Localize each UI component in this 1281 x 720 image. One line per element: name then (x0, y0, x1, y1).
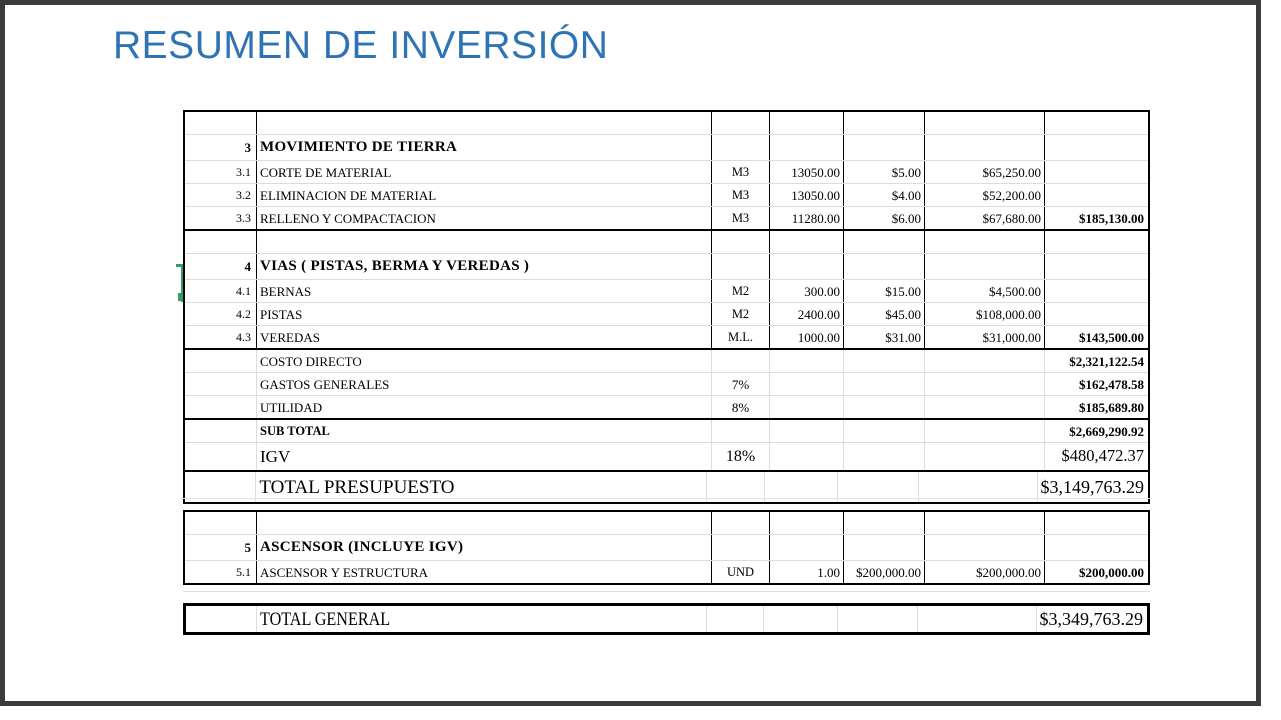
table-row (185, 326, 1148, 350)
cell-item_no (185, 350, 257, 372)
cell-unit_price (844, 420, 925, 442)
cell-unit (707, 606, 764, 632)
cell-description: PISTAS (257, 303, 712, 325)
cell-partial (925, 443, 1045, 470)
cell-quantity (770, 254, 844, 279)
budget-table-main (183, 110, 1150, 504)
cell-item_no (186, 606, 257, 632)
cell-unit_price (844, 112, 925, 134)
cell-quantity (770, 512, 844, 534)
cell-total: $200,000.00 (1079, 564, 1144, 580)
cell-description: ASCENSOR (INCLUYE IGV) (257, 535, 712, 560)
table-row (185, 373, 1148, 396)
table-row (186, 606, 1147, 632)
table-row (185, 184, 1148, 207)
cell-description (257, 512, 712, 534)
table-row (185, 443, 1148, 472)
cell-description: UTILIDAD (257, 396, 712, 418)
cell-partial (925, 135, 1045, 160)
cell-partial (925, 112, 1045, 134)
cell-unit (712, 420, 770, 442)
cell-unit: M2 (712, 280, 770, 302)
cell-quantity (770, 350, 844, 372)
budget-table-ascensor (183, 510, 1150, 585)
cell-partial (925, 420, 1045, 442)
cell-item_no: 3.2 (185, 184, 257, 206)
cell-quantity (770, 443, 844, 470)
cell-item_no (185, 373, 257, 395)
cell-unit (712, 231, 770, 253)
cell-item_no (185, 231, 257, 253)
table-row (185, 207, 1148, 231)
table-row (185, 561, 1148, 583)
cell-total (1045, 254, 1148, 279)
cell-unit (712, 350, 770, 372)
cell-unit_price (838, 606, 918, 632)
table-row (185, 303, 1148, 326)
cell-partial: $31,000.00 (925, 326, 1045, 348)
cell-quantity (770, 420, 844, 442)
cell-partial (925, 396, 1045, 418)
cell-unit: 18% (712, 443, 770, 470)
cell-item_no: 5.1 (185, 561, 257, 583)
cell-partial: $4,500.00 (925, 280, 1045, 302)
table-row (185, 535, 1148, 561)
cell-description: TOTAL GENERAL (257, 606, 707, 632)
cell-partial (925, 512, 1045, 534)
table-row (185, 420, 1148, 443)
cell-total: $3,349,763.29 (1039, 609, 1143, 629)
cell-partial (925, 373, 1045, 395)
table-row (185, 231, 1148, 254)
cell-item_no (185, 512, 257, 534)
cell-description: SUB TOTAL (257, 420, 712, 442)
cell-description (257, 231, 712, 253)
cell-total: $185,689.80 (1079, 399, 1144, 415)
cell-total: $480,472.37 (1061, 446, 1144, 466)
cell-description: MOVIMIENTO DE TIERRA (257, 135, 712, 160)
table-row (185, 161, 1148, 184)
cell-total: $185,130.00 (1079, 210, 1144, 226)
cell-quantity: 13050.00 (770, 161, 844, 183)
cell-total: $3,149,763.29 (1040, 477, 1144, 497)
cell-quantity (770, 135, 844, 160)
cell-description: BERNAS (257, 280, 712, 302)
cell-partial (918, 606, 1037, 632)
table-row (185, 112, 1148, 135)
cell-partial (925, 535, 1045, 560)
cell-item_no: 3 (185, 135, 257, 160)
cell-unit (712, 254, 770, 279)
cell-item_no: 4.2 (185, 303, 257, 325)
cell-unit_price (844, 231, 925, 253)
cell-item_no: 4.3 (185, 326, 257, 348)
cell-partial: $108,000.00 (925, 303, 1045, 325)
cell-total (1045, 184, 1148, 206)
cell-item_no: 3.3 (185, 207, 257, 229)
cell-total (1045, 135, 1148, 160)
cell-quantity (770, 373, 844, 395)
cell-partial (925, 350, 1045, 372)
table-row (185, 350, 1148, 373)
cell-partial: $200,000.00 (925, 561, 1045, 583)
cell-quantity (770, 535, 844, 560)
cell-quantity: 2400.00 (770, 303, 844, 325)
cell-unit: M3 (712, 161, 770, 183)
cell-unit_price (844, 396, 925, 418)
cell-quantity: 1.00 (770, 561, 844, 583)
cell-unit: UND (712, 561, 770, 583)
cell-unit_price: $31.00 (844, 326, 925, 348)
cell-quantity: 1000.00 (770, 326, 844, 348)
cell-unit_price: $5.00 (844, 161, 925, 183)
cell-unit (712, 135, 770, 160)
cell-partial (925, 254, 1045, 279)
cell-partial (925, 231, 1045, 253)
cell-description: RELLENO Y COMPACTACION (257, 207, 712, 229)
table-row (185, 512, 1148, 535)
cell-quantity (764, 606, 837, 632)
cell-partial: $52,200.00 (925, 184, 1045, 206)
gridline (183, 591, 1150, 592)
cell-total (1045, 512, 1148, 534)
cell-unit_price (844, 512, 925, 534)
cell-unit: 8% (712, 396, 770, 418)
cell-quantity (770, 112, 844, 134)
cell-unit: M.L. (712, 326, 770, 348)
cell-item_no: 4.1 (185, 280, 257, 302)
cell-quantity (770, 396, 844, 418)
cell-description: ASCENSOR Y ESTRUCTURA (257, 561, 712, 583)
cell-item_no: 5 (185, 535, 257, 560)
cell-unit_price: $200,000.00 (844, 561, 925, 583)
cell-description: TOTAL PRESUPUESTO (256, 472, 707, 502)
table-row (185, 254, 1148, 280)
cell-total (1045, 303, 1148, 325)
cell-item_no (185, 443, 257, 470)
cell-total: $162,478.58 (1079, 376, 1144, 392)
cell-description (257, 112, 712, 134)
cell-item_no (185, 420, 257, 442)
cell-partial: $67,680.00 (925, 207, 1045, 229)
cell-unit_price (844, 373, 925, 395)
cell-quantity: 11280.00 (770, 207, 844, 229)
cell-unit: M2 (712, 303, 770, 325)
cell-total (1045, 112, 1148, 134)
budget-table-grand (183, 603, 1150, 635)
cell-unit_price (844, 443, 925, 470)
cell-description: VIAS ( PISTAS, BERMA Y VEREDAS ) (257, 254, 712, 279)
cell-description: IGV (257, 443, 712, 470)
cell-unit_price (844, 254, 925, 279)
cell-total (1045, 161, 1148, 183)
cell-unit_price (844, 135, 925, 160)
cell-unit_price (844, 535, 925, 560)
cell-item_no (185, 396, 257, 418)
cell-unit: M3 (712, 184, 770, 206)
cell-unit_price (844, 350, 925, 372)
cell-description: CORTE DE MATERIAL (257, 161, 712, 183)
cell-unit_price: $45.00 (844, 303, 925, 325)
cell-partial: $65,250.00 (925, 161, 1045, 183)
page-title: RESUMEN DE INVERSIÓN (113, 24, 609, 67)
cell-quantity: 13050.00 (770, 184, 844, 206)
cell-item_no: 3.1 (185, 161, 257, 183)
cell-description: GASTOS GENERALES (257, 373, 712, 395)
cell-unit: M3 (712, 207, 770, 229)
cell-unit (712, 535, 770, 560)
cell-quantity: 300.00 (770, 280, 844, 302)
cell-unit_price: $4.00 (844, 184, 925, 206)
table-row (185, 280, 1148, 303)
cell-description: COSTO DIRECTO (257, 350, 712, 372)
cell-unit (712, 112, 770, 134)
cell-unit_price: $15.00 (844, 280, 925, 302)
gridline (183, 498, 1150, 499)
cell-total (1045, 231, 1148, 253)
cell-quantity (770, 231, 844, 253)
cell-description: ELIMINACION DE MATERIAL (257, 184, 712, 206)
cell-total: $2,321,122.54 (1069, 353, 1144, 369)
cell-item_no: 4 (185, 254, 257, 279)
table-row (185, 135, 1148, 161)
cell-unit (712, 512, 770, 534)
cell-total (1045, 535, 1148, 560)
cell-description: VEREDAS (257, 326, 712, 348)
table-row (185, 396, 1148, 420)
cell-total: $2,669,290.92 (1069, 423, 1144, 439)
cell-total: $143,500.00 (1079, 329, 1144, 345)
cell-unit: 7% (712, 373, 770, 395)
cell-item_no (185, 112, 257, 134)
cell-unit_price: $6.00 (844, 207, 925, 229)
cell-total (1045, 280, 1148, 302)
